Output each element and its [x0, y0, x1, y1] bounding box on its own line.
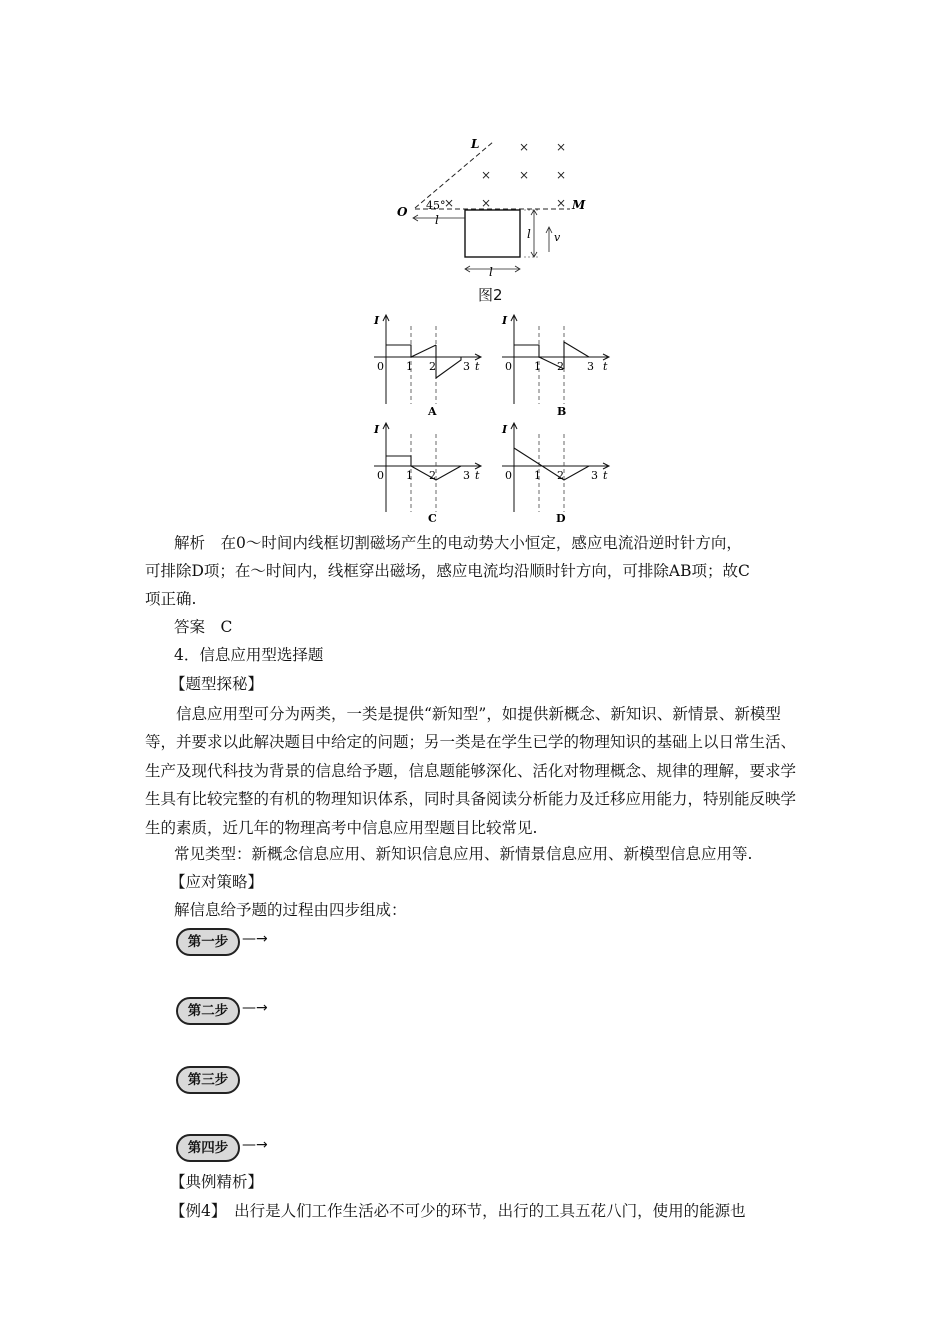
field-cross: ×: [444, 196, 455, 210]
axis-i-label: I: [374, 314, 380, 327]
axis-t-label: t: [475, 360, 480, 373]
analysis-line-3: 项正确.: [145, 590, 197, 608]
analysis-line-2: 可排除D项；在～时间内，线框穿出磁场，感应电流均沿顺时针方向，可排除AB项；故C: [145, 562, 750, 580]
tick-3: 3: [463, 469, 470, 482]
label-L: L: [471, 137, 480, 151]
figure-2-caption: 图2: [478, 286, 503, 304]
wire-frame: [465, 210, 520, 257]
tick-1: 1: [406, 360, 413, 373]
axis-t-label: t: [603, 360, 608, 373]
analysis-line-1: 解析 在0～时间内线框切割磁场产生的电动势大小恒定，感应电流沿逆时针方向，: [174, 534, 742, 552]
option-label: B: [557, 405, 567, 418]
label-l-bottom: l: [489, 265, 493, 279]
answer-line: 答案 C: [174, 618, 233, 636]
axis-t-label: t: [475, 469, 480, 482]
step-3-badge: 第三步: [176, 1066, 240, 1094]
label-O: O: [397, 205, 408, 219]
heading-example: 【典例精析】: [170, 1173, 264, 1191]
axis-i-label: I: [374, 423, 380, 436]
section-title: 4．信息应用型选择题: [174, 646, 324, 664]
option-label: D: [556, 512, 566, 525]
tick-1: 1: [534, 469, 541, 482]
label-l-top: l: [435, 213, 439, 227]
tick-0: 0: [505, 469, 512, 482]
tick-2: 2: [429, 469, 436, 482]
example-4-text: 【例4】 出行是人们工作生活必不可少的环节，出行的工具五花八门，使用的能源也: [170, 1202, 746, 1220]
step-4-arrow: —→: [242, 1137, 268, 1153]
tick-2: 2: [557, 469, 564, 482]
step-1-arrow: —→: [242, 931, 268, 947]
field-cross: ×: [519, 140, 530, 154]
axis-i-label: I: [502, 423, 508, 436]
tick-3: 3: [587, 360, 594, 373]
explore-paragraph: 信息应用型可分为两类，一类是提供“新知型”，如提供新概念、新知识、新情景、新模型等，并要求以此解决题目中给定的问题；另一类是在学生已学的物理知识的基础上以日常生活、生产及现代科技为背景的信息给予题，信息题能够深化、活化对物理概念、规律的理解，要求学生具有比较完整的有机的物理知识体系，同时具备阅读分析能力及迁移应用能力，特别能反映学生的素质，近几年的物理高考中信息应用型题目比较常见.: [145, 705, 797, 837]
tick-0: 0: [377, 360, 384, 373]
graph-option-a: [366, 312, 486, 422]
heading-explore: 【题型探秘】: [170, 675, 264, 693]
graph-option-b: [494, 312, 614, 422]
label-l-side: l: [527, 227, 531, 241]
axis-t-label: t: [603, 469, 608, 482]
field-cross: ×: [556, 196, 567, 210]
tick-2: 2: [557, 360, 564, 373]
graph-option-d: [494, 420, 614, 530]
field-cross: ×: [519, 168, 530, 182]
step-4-badge: 第四步: [176, 1134, 240, 1162]
field-cross: ×: [481, 168, 492, 182]
common-types: 常见类型：新概念信息应用、新知识信息应用、新情景信息应用、新模型信息应用等.: [174, 845, 753, 863]
tick-2: 2: [429, 360, 436, 373]
axis-i-label: I: [502, 314, 508, 327]
label-M: M: [572, 198, 586, 212]
option-label: A: [428, 405, 437, 418]
tick-3: 3: [463, 360, 470, 373]
tick-1: 1: [534, 360, 541, 373]
tick-1: 1: [406, 469, 413, 482]
label-angle: 45°: [426, 199, 446, 212]
heading-strategy: 【应对策略】: [170, 873, 264, 891]
field-cross: ×: [481, 196, 492, 210]
graph-option-c: [366, 420, 486, 530]
label-v: v: [554, 231, 561, 244]
tick-0: 0: [377, 469, 384, 482]
figure-2-diagram: [385, 130, 595, 290]
field-cross: ×: [556, 140, 567, 154]
tick-0: 0: [505, 360, 512, 373]
strategy-intro: 解信息给予题的过程由四步组成：: [174, 901, 407, 919]
field-cross: ×: [556, 168, 567, 182]
step-2-badge: 第二步: [176, 997, 240, 1025]
step-1-badge: 第一步: [176, 928, 240, 956]
field-crosses: [444, 140, 566, 210]
tick-3: 3: [591, 469, 598, 482]
option-label: C: [428, 512, 437, 525]
step-2-arrow: —→: [242, 1000, 268, 1016]
